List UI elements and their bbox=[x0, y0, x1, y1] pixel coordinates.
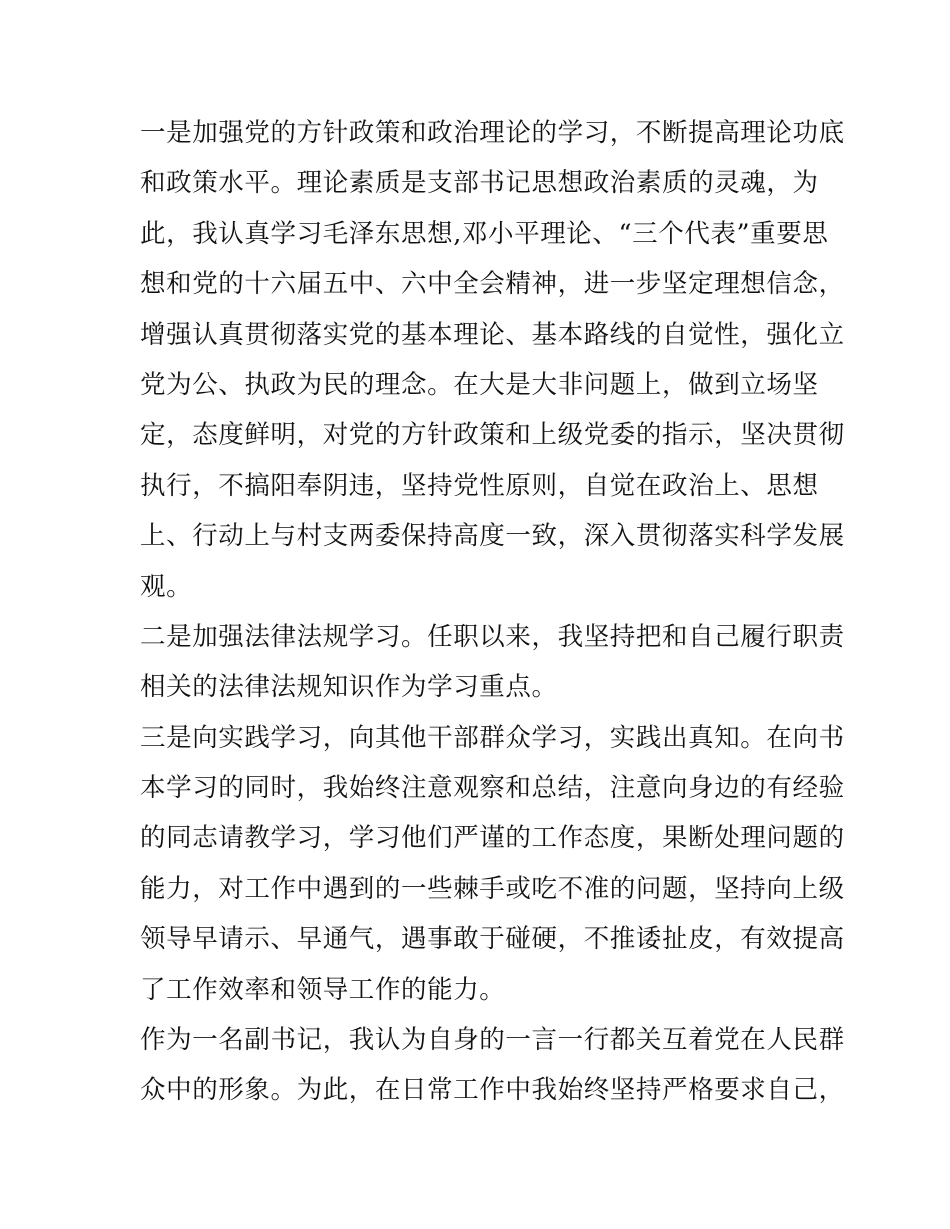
text-line: 上、行动上与村支两委保持高度一致，深入贯彻落实科学发展 bbox=[140, 521, 845, 552]
text-line: 二是加强法律法规学习。任职以来，我坚持把和自己履行职责 bbox=[140, 621, 845, 652]
text-line: 的同志请教学习，学习他们严谨的工作态度，果断处理问题的 bbox=[140, 823, 845, 854]
text-line: 一是加强党的方针政策和政治理论的学习，不断提高理论功底 bbox=[140, 118, 845, 148]
text-line: 众中的形象。为此，在日常工作中我始终坚持严格要求自己， bbox=[140, 1075, 845, 1106]
text-line: 此，我认真学习毛泽东思想,邓小平理论、“三个代表”重要思 bbox=[140, 218, 829, 249]
text-line: 观。 bbox=[140, 571, 193, 602]
text-line: 三是向实践学习，向其他干部群众学习，实践出真知。在向书 bbox=[140, 722, 845, 753]
text-line: 能力，对工作中遇到的一些棘手或吃不准的问题，坚持向上级 bbox=[140, 873, 845, 904]
text-line: 作为一名副书记，我认为自身的一言一行都关互着党在人民群 bbox=[140, 1025, 845, 1056]
text-line: 想和党的十六届五中、六中全会精神，进一步坚定理想信念， bbox=[140, 269, 845, 300]
text-line: 相关的法律法规知识作为学习重点。 bbox=[140, 672, 558, 703]
text-line: 党为公、执政为民的理念。在大是大非问题上，做到立场坚 bbox=[140, 369, 819, 400]
text-line: 定，态度鲜明，对党的方针政策和上级党委的指示，坚决贯彻 bbox=[140, 420, 845, 451]
text-line: 了工作效率和领导工作的能力。 bbox=[140, 974, 506, 1005]
text-line: 领导早请示、早通气，遇事敢于碰硬，不推诿扯皮，有效提高 bbox=[140, 924, 845, 955]
text-line: 本学习的同时，我始终注意观察和总结，注意向身边的有经验 bbox=[140, 773, 845, 804]
text-line: 和政策水平。理论素质是支部书记思想政治素质的灵魂，为 bbox=[140, 168, 819, 199]
text-line: 增强认真贯彻落实党的基本理论、基本路线的自觉性，强化立 bbox=[140, 319, 845, 350]
text-line: 执行，不搞阳奉阴违，坚持党性原则，自觉在政治上、思想 bbox=[140, 470, 819, 501]
document-body bbox=[140, 108, 845, 1116]
